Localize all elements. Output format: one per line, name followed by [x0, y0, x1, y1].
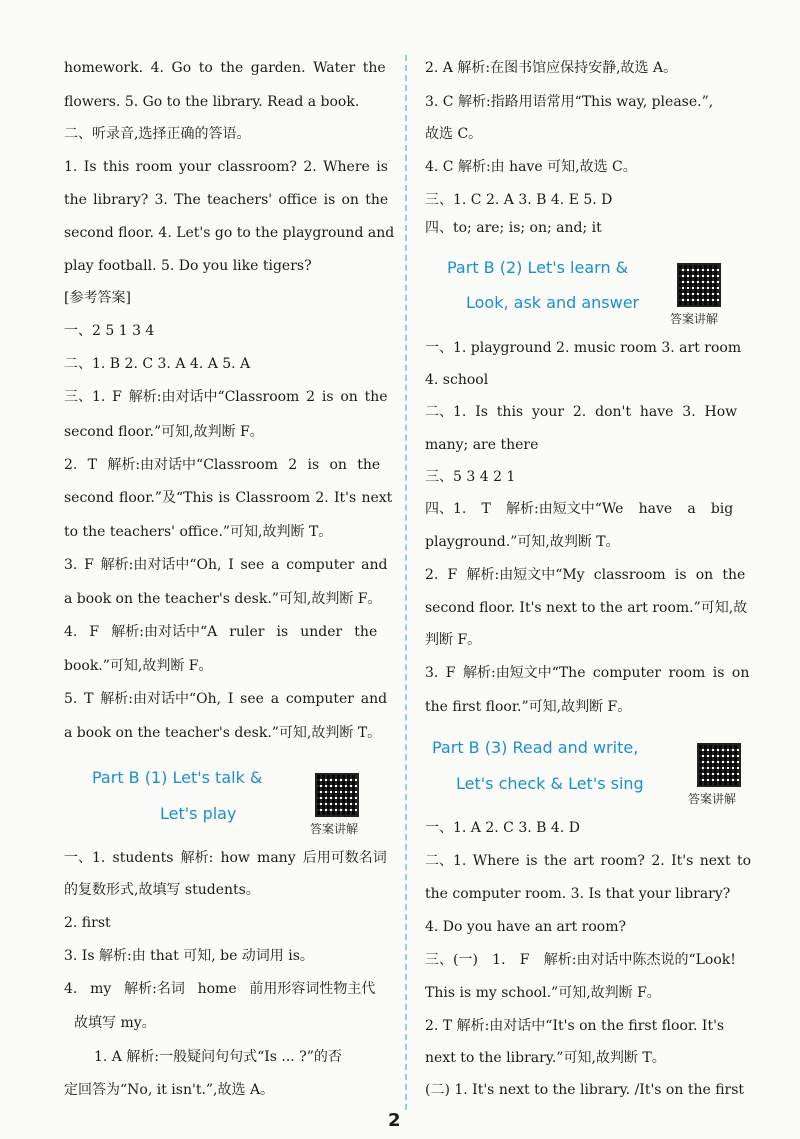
- right-text-line: 判断 F。: [425, 632, 482, 648]
- left-text-line: a book on the teacher's desk.”可知,故判断 T。: [64, 725, 382, 741]
- right-text-line: 4. school: [425, 372, 489, 388]
- left-text-line: 故填写 my。: [74, 1015, 156, 1031]
- left-text-line: 3. Is 解析:由 that 可知, be 动词用 is。: [64, 948, 314, 964]
- left-text-line: homework. 4. Go to the garden. Water the: [64, 60, 386, 76]
- left-text-line: play football. 5. Do you like tigers?: [64, 258, 312, 274]
- section-heading-b1-line2: Let's play: [160, 804, 237, 823]
- qr-caption-b1: 答案讲解: [310, 822, 359, 836]
- left-text-line: 的复数形式,故填写 students。: [64, 882, 260, 898]
- right-text-line: 四、1. T 解析:由短文中“We have a big: [425, 501, 734, 517]
- left-text-line: second floor.”可知,故判断 F。: [64, 424, 264, 440]
- right-text-line: 二、1. Where is the art room? 2. It's next to: [425, 853, 752, 869]
- left-text-line: 一、1. students 解析: how many 后用可数名词: [64, 850, 387, 866]
- right-text-line: 4. C 解析:由 have 可知,故选 C。: [425, 159, 637, 175]
- right-text-line: 三、5 3 4 2 1: [425, 469, 516, 485]
- left-text-line: second floor. 4. Let's go to the playground and: [64, 225, 395, 241]
- qr-code-b1[interactable]: [315, 773, 359, 817]
- right-text-line: 3. F 解析:由短文中“The computer room is on: [425, 665, 750, 681]
- right-text-line: 一、1. A 2. C 3. B 4. D: [425, 820, 580, 836]
- left-text-line: 1. Is this room your classroom? 2. Where is: [64, 159, 388, 175]
- right-text-line: 2. A 解析:在图书馆应保持安静,故选 A。: [425, 60, 678, 76]
- left-text-line: [参考答案]: [64, 290, 131, 306]
- left-text-line: 二、听录音,选择正确的答语。: [64, 126, 251, 142]
- page-number: 2: [388, 1110, 401, 1131]
- right-text-line: 三、1. C 2. A 3. B 4. E 5. D: [425, 192, 613, 208]
- right-text-line: This is my school.”可知,故判断 F。: [425, 985, 661, 1001]
- right-text-line: the computer room. 3. Is that your library?: [425, 886, 731, 902]
- right-text-line: 故选 C。: [425, 126, 483, 142]
- left-text-line: the library? 3. The teachers' office is on the: [64, 192, 389, 208]
- right-text-line: (二) 1. It's next to the library. /It's on the first: [425, 1082, 745, 1098]
- right-text-line: 2. T 解析:由对话中“It's on the first floor. It's: [425, 1018, 725, 1034]
- left-text-line: 2. T 解析:由对话中“Classroom 2 is on the: [64, 457, 381, 473]
- right-text-line: 2. F 解析:由短文中“My classroom is on the: [425, 567, 746, 583]
- left-text-line: 5. T 解析:由对话中“Oh, I see a computer and: [64, 691, 388, 707]
- right-text-line: many; are there: [425, 437, 539, 453]
- right-text-line: 二、1. Is this your 2. don't have 3. How: [425, 404, 738, 420]
- left-text-line: second floor.”及“This is Classroom 2. It's next: [64, 490, 393, 506]
- left-text-line: 二、1. B 2. C 3. A 4. A 5. A: [64, 356, 251, 372]
- right-text-line: 3. C 解析:指路用语常用“This way, please.”,: [425, 94, 714, 110]
- section-heading-b2-line1: Part B (2) Let's learn &: [447, 258, 629, 277]
- qr-code-b3[interactable]: [697, 743, 741, 787]
- left-text-line: to the teachers' office.”可知,故判断 T。: [64, 524, 333, 540]
- left-text-line: 一、2 5 1 3 4: [64, 323, 155, 339]
- right-text-line: second floor. It's next to the art room.”可知,故: [425, 600, 748, 616]
- right-text-line: the first floor.”可知,故判断 F。: [425, 699, 632, 715]
- left-text-line: 三、1. F 解析:由对话中“Classroom 2 is on the: [64, 389, 388, 405]
- right-text-line: 4. Do you have an art room?: [425, 919, 626, 935]
- qr-caption-b3: 答案讲解: [688, 792, 737, 806]
- right-text-line: 四、to; are; is; on; and; it: [425, 220, 602, 236]
- section-heading-b3-line1: Part B (3) Read and write,: [432, 738, 639, 757]
- right-text-line: playground.”可知,故判断 T。: [425, 534, 620, 550]
- right-text-line: next to the library.”可知,故判断 T。: [425, 1050, 666, 1066]
- left-text-line: flowers. 5. Go to the library. Read a book.: [64, 94, 360, 110]
- column-divider: [405, 55, 407, 1110]
- left-text-line: 2. first: [64, 915, 111, 931]
- section-heading-b1-line1: Part B (1) Let's talk &: [92, 768, 263, 787]
- left-text-line: 1. A 解析:一般疑问句句式“Is ... ?”的否: [94, 1049, 342, 1065]
- left-text-line: book.”可知,故判断 F。: [64, 658, 213, 674]
- qr-caption-b2: 答案讲解: [670, 312, 719, 326]
- right-text-line: 三、(一) 1. F 解析:由对话中陈杰说的“Look!: [425, 952, 736, 968]
- left-text-line: 4. my 解析:名词 home 前用形容词性物主代: [64, 981, 376, 997]
- section-heading-b2-line2: Look, ask and answer: [466, 293, 640, 312]
- left-text-line: 4. F 解析:由对话中“A ruler is under the: [64, 624, 378, 640]
- section-heading-b3-line2: Let's check & Let's sing: [456, 774, 644, 793]
- left-text-line: 3. F 解析:由对话中“Oh, I see a computer and: [64, 557, 388, 573]
- left-text-line: 定回答为“No, it isn't.”,故选 A。: [64, 1082, 275, 1098]
- right-text-line: 一、1. playground 2. music room 3. art room: [425, 340, 742, 356]
- left-text-line: a book on the teacher's desk.”可知,故判断 F。: [64, 591, 382, 607]
- qr-code-b2[interactable]: [677, 263, 721, 307]
